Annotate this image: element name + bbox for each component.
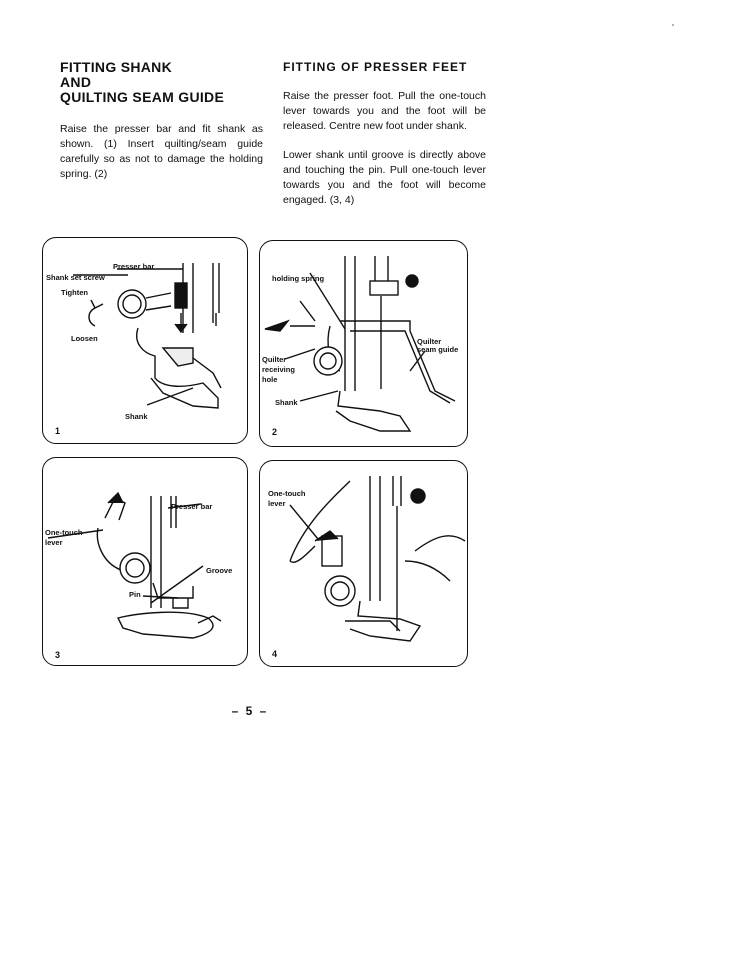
label-quilter-receiving-hole-2: receiving — [262, 365, 295, 374]
right-heading: FITTING OF PRESSER FEET — [283, 60, 468, 74]
figure-number: 2 — [272, 427, 278, 437]
label-one-touch-lever-1: One-touch — [45, 528, 83, 537]
label-shank: Shank — [275, 398, 298, 407]
label-shank-set-screw: Shank set screw — [46, 273, 105, 282]
label-quilter-receiving-hole-1: Quilter — [262, 355, 287, 364]
right-paragraph-2: Lower shank until groove is directly above and touching the pin. Pull one-touch lever towards you and the foot will become engaged. (3, 4) — [283, 149, 486, 206]
label-presser-bar: Presser bar — [171, 502, 213, 511]
label-one-touch-lever-2: lever — [268, 499, 286, 508]
left-heading-line-3: QUILTING SEAM GUIDE — [60, 89, 225, 105]
figure-3 — [42, 457, 248, 666]
label-groove: Groove — [206, 566, 233, 575]
label-shank: Shank — [125, 412, 148, 421]
figure-number: 3 — [55, 650, 61, 660]
label-pin: Pin — [129, 590, 141, 599]
label-one-touch-lever-1: One-touch — [268, 489, 306, 498]
left-paragraph: Raise the presser bar and fit shank as shown. (1) Insert quilting/seam guide carefully so as not to damage the holding spring. (2) — [60, 123, 263, 180]
label-quilter-seam-guide-1: Quilter — [417, 337, 442, 346]
figure-3-illustration — [43, 458, 247, 665]
label-holding-spring: holding spring — [272, 274, 325, 283]
left-heading — [60, 60, 224, 105]
label-presser-bar: Presser bar — [113, 262, 155, 271]
speck — [672, 24, 674, 26]
label-one-touch-lever-2: lever — [45, 538, 63, 547]
figure-1 — [42, 237, 248, 444]
left-heading-line-1: FITTING SHANK — [60, 59, 173, 75]
label-loosen: Loosen — [71, 334, 98, 343]
label-quilter-receiving-hole-3: hole — [262, 375, 278, 384]
label-quilter-seam-guide-2: seam guide — [417, 345, 459, 354]
right-paragraph-1: Raise the presser foot. Pull the one-touch lever towards you and the foot will be released. Centre new foot under shank. — [283, 90, 486, 132]
label-tighten: Tighten — [61, 288, 88, 297]
page-number: – 5 – — [231, 704, 269, 718]
figure-2 — [259, 240, 468, 447]
figure-4 — [259, 460, 468, 667]
figure-number: 4 — [272, 649, 278, 659]
left-heading-line-2: AND — [60, 74, 92, 90]
figure-number: 1 — [55, 426, 61, 436]
